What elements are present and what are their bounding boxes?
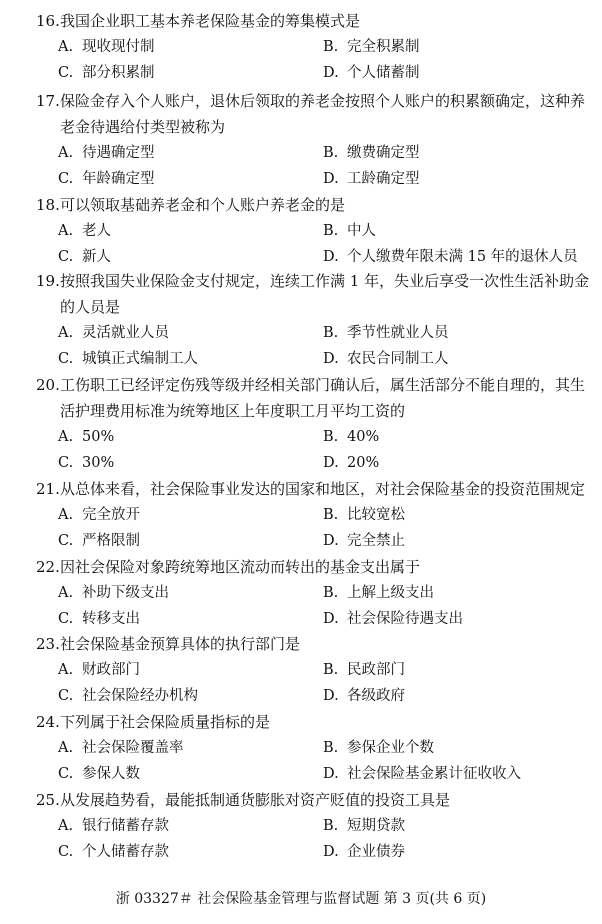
option-b: [323, 34, 590, 60]
option-letter: D.: [323, 249, 339, 265]
option-c: [58, 346, 323, 372]
option-b: [323, 320, 590, 346]
option-d: [323, 346, 590, 372]
option-text: 严格限制: [82, 533, 140, 549]
question-stem: [36, 268, 590, 320]
question-text: 我国企业职工基本养老保险基金的筹集模式是: [60, 12, 361, 30]
question-text: 保险金存入个人账户，退休后领取的养老金按照个人账户的积累额确定，这种养老金待遇给付类型被称为: [60, 92, 586, 136]
option-c: [58, 761, 323, 787]
option-letter: B.: [323, 429, 339, 445]
option-text: 社会保险覆盖率: [82, 740, 184, 756]
option-a: [58, 320, 323, 346]
option-letter: A.: [58, 145, 74, 161]
option-c: [58, 60, 323, 86]
option-letter: B.: [323, 818, 339, 834]
question-stem: [36, 372, 590, 424]
question-22: [36, 554, 590, 632]
option-text: 上解上级支出: [347, 585, 434, 601]
option-letter: B.: [323, 145, 339, 161]
option-text: 完全禁止: [347, 533, 405, 549]
option-a: [58, 424, 323, 450]
question-text: 从发展趋势看，最能抵制通货膨胀对资产贬值的投资工具是: [60, 791, 451, 809]
option-text: 年龄确定型: [82, 171, 155, 187]
option-c: [58, 606, 323, 632]
options: [58, 34, 590, 86]
question-23: [36, 631, 590, 709]
option-letter: C.: [58, 65, 74, 81]
option-a: [58, 657, 323, 683]
option-letter: D.: [323, 455, 339, 471]
option-text: 银行储蓄存款: [82, 818, 169, 834]
question-number: 17.: [36, 92, 60, 110]
option-b: [323, 735, 590, 761]
question-18: [36, 192, 590, 270]
option-text: 各级政府: [347, 688, 405, 704]
option-text: 企业债券: [347, 844, 405, 860]
option-a: [58, 813, 323, 839]
option-text: 新人: [82, 249, 111, 265]
question-17: [36, 88, 590, 192]
question-text: 工伤职工已经评定伤残等级并经相关部门确认后，属生活部分不能自理的，其生活护理费用标准为统筹地区上年度职工月平均工资的: [60, 376, 586, 420]
option-c: [58, 450, 323, 476]
options: [58, 320, 590, 372]
option-letter: C.: [58, 766, 74, 782]
option-text: 民政部门: [347, 662, 405, 678]
option-letter: A.: [58, 818, 74, 834]
option-letter: B.: [323, 39, 339, 55]
question-text: 按照我国失业保险金支付规定，连续工作满 1 年，失业后享受一次性生活补助金的人员是: [60, 272, 590, 316]
option-b: [323, 502, 590, 528]
option-text: 20%: [347, 455, 380, 471]
option-a: [58, 580, 323, 606]
question-stem: [36, 709, 590, 735]
option-text: 现收现付制: [82, 39, 155, 55]
options: [58, 218, 590, 270]
option-letter: C.: [58, 844, 74, 860]
option-letter: D.: [323, 65, 339, 81]
option-text: 待遇确定型: [82, 145, 155, 161]
options: [58, 424, 590, 476]
option-d: [323, 683, 590, 709]
option-d: [323, 60, 590, 86]
question-25: [36, 787, 590, 865]
option-d: [323, 166, 590, 192]
question-number: 25.: [36, 791, 60, 809]
option-letter: C.: [58, 351, 74, 367]
question-stem: [36, 192, 590, 218]
option-text: 短期贷款: [347, 818, 405, 834]
option-letter: B.: [323, 740, 339, 756]
option-letter: C.: [58, 455, 74, 471]
option-letter: A.: [58, 662, 74, 678]
option-letter: B.: [323, 223, 339, 239]
option-text: 40%: [347, 429, 380, 445]
option-a: [58, 218, 323, 244]
option-a: [58, 140, 323, 166]
option-d: [323, 761, 590, 787]
option-c: [58, 528, 323, 554]
option-letter: C.: [58, 249, 74, 265]
option-text: 社会保险待遇支出: [347, 611, 463, 627]
question-text: 社会保险基金预算具体的执行部门是: [60, 635, 301, 653]
option-letter: D.: [323, 351, 339, 367]
question-stem: [36, 554, 590, 580]
option-text: 补助下级支出: [82, 585, 169, 601]
question-number: 23.: [36, 635, 60, 653]
option-text: 50%: [82, 429, 115, 445]
question-stem: [36, 88, 590, 140]
option-text: 转移支出: [82, 611, 140, 627]
option-letter: A.: [58, 325, 74, 341]
option-letter: C.: [58, 171, 74, 187]
option-b: [323, 813, 590, 839]
option-b: [323, 218, 590, 244]
question-19: [36, 268, 590, 372]
option-letter: D.: [323, 171, 339, 187]
option-d: [323, 528, 590, 554]
option-d: [323, 839, 590, 865]
question-stem: [36, 8, 590, 34]
question-16: [36, 8, 590, 86]
option-text: 30%: [82, 455, 115, 471]
option-text: 个人缴费年限未满 15 年的退休人员: [347, 249, 578, 265]
question-21: [36, 476, 590, 554]
question-number: 19.: [36, 272, 60, 290]
option-b: [323, 580, 590, 606]
option-letter: C.: [58, 533, 74, 549]
option-text: 个人储蓄存款: [82, 844, 169, 860]
option-letter: B.: [323, 662, 339, 678]
option-c: [58, 683, 323, 709]
option-text: 社会保险基金累计征收收入: [347, 766, 521, 782]
option-text: 比较宽松: [347, 507, 405, 523]
option-text: 参保企业个数: [347, 740, 434, 756]
option-d: [323, 244, 590, 270]
option-letter: B.: [323, 507, 339, 523]
page-footer: 浙 03327＃ 社会保险基金管理与监督试题 第 3 页(共 6 页): [115, 891, 487, 907]
option-d: [323, 606, 590, 632]
option-letter: D.: [323, 611, 339, 627]
option-text: 城镇正式编制工人: [82, 351, 198, 367]
options: [58, 735, 590, 787]
option-text: 农民合同制工人: [347, 351, 449, 367]
option-a: [58, 34, 323, 60]
question-number: 22.: [36, 558, 60, 576]
option-letter: A.: [58, 740, 74, 756]
options: [58, 657, 590, 709]
option-letter: A.: [58, 429, 74, 445]
options: [58, 502, 590, 554]
option-c: [58, 244, 323, 270]
option-text: 社会保险经办机构: [82, 688, 198, 704]
question-stem: [36, 631, 590, 657]
option-letter: A.: [58, 223, 74, 239]
option-text: 中人: [347, 223, 376, 239]
option-letter: B.: [323, 585, 339, 601]
question-number: 21.: [36, 480, 60, 498]
options: [58, 580, 590, 632]
option-text: 参保人数: [82, 766, 140, 782]
option-text: 财政部门: [82, 662, 140, 678]
option-a: [58, 735, 323, 761]
option-text: 工龄确定型: [347, 171, 420, 187]
option-b: [323, 424, 590, 450]
option-text: 老人: [82, 223, 111, 239]
option-d: [323, 450, 590, 476]
option-b: [323, 657, 590, 683]
question-number: 18.: [36, 196, 60, 214]
option-c: [58, 839, 323, 865]
question-text: 下列属于社会保险质量指标的是: [60, 713, 271, 731]
question-20: [36, 372, 590, 476]
question-number: 20.: [36, 376, 60, 394]
option-text: 个人储蓄制: [347, 65, 420, 81]
option-b: [323, 140, 590, 166]
question-text: 可以领取基础养老金和个人账户养老金的是: [60, 196, 346, 214]
option-text: 完全积累制: [347, 39, 420, 55]
option-letter: D.: [323, 533, 339, 549]
question-stem: [36, 476, 590, 502]
question-text: 从总体来看，社会保险事业发达的国家和地区，对社会保险基金的投资范围规定: [60, 480, 586, 498]
option-letter: C.: [58, 611, 74, 627]
question-text: 因社会保险对象跨统筹地区流动而转出的基金支出属于: [60, 558, 421, 576]
question-number: 16.: [36, 12, 60, 30]
option-letter: A.: [58, 39, 74, 55]
options: [58, 813, 590, 865]
option-letter: D.: [323, 688, 339, 704]
option-text: 季节性就业人员: [347, 325, 449, 341]
question-stem: [36, 787, 590, 813]
option-letter: B.: [323, 325, 339, 341]
option-c: [58, 166, 323, 192]
options: [58, 140, 590, 192]
option-letter: D.: [323, 844, 339, 860]
option-text: 完全放开: [82, 507, 140, 523]
question-24: [36, 709, 590, 787]
question-number: 24.: [36, 713, 60, 731]
option-letter: C.: [58, 688, 74, 704]
option-text: 灵活就业人员: [82, 325, 169, 341]
option-letter: A.: [58, 507, 74, 523]
option-letter: A.: [58, 585, 74, 601]
option-text: 部分积累制: [82, 65, 155, 81]
option-letter: D.: [323, 766, 339, 782]
option-text: 缴费确定型: [347, 145, 420, 161]
option-a: [58, 502, 323, 528]
